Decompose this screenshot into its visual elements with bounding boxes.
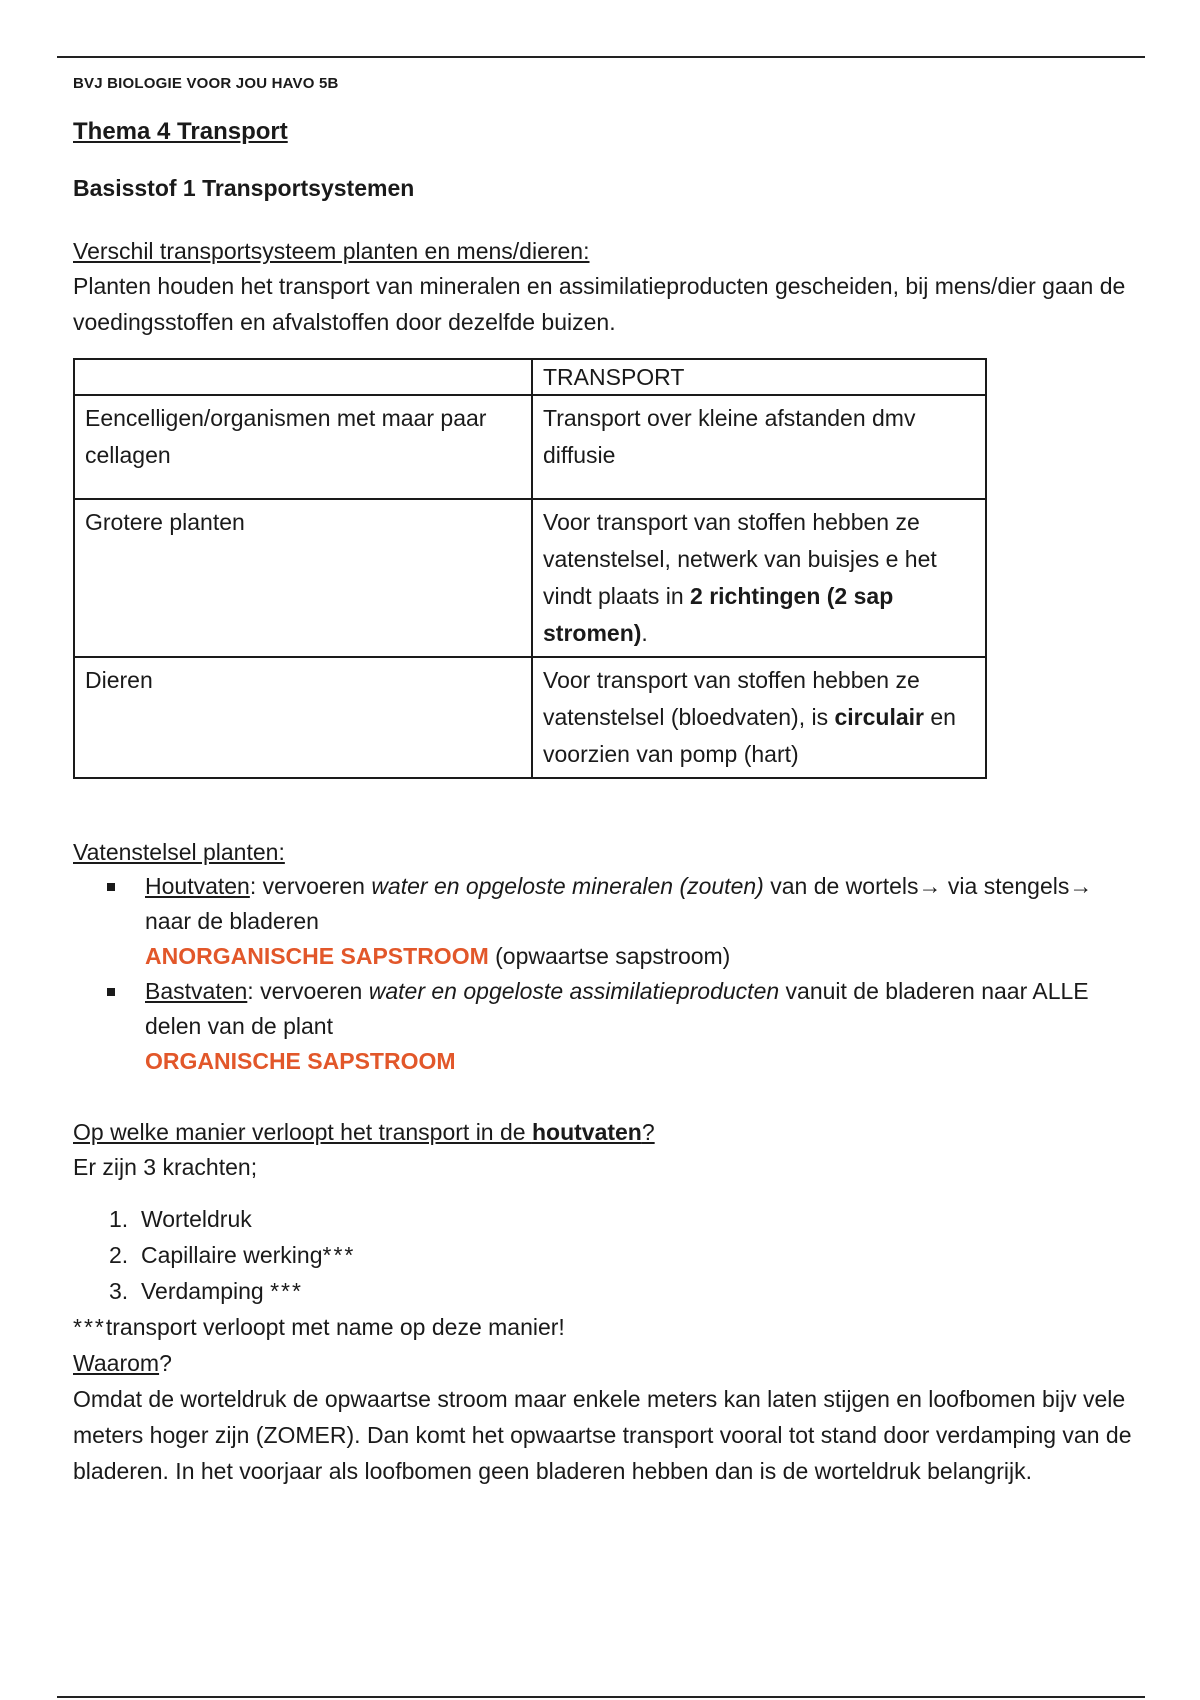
square-bullet-icon (107, 883, 115, 891)
forces-intro: Er zijn 3 krachten; (73, 1154, 258, 1180)
vessel-list (73, 869, 1133, 1079)
table-header-cell-transport: TRANSPORT (532, 359, 986, 395)
why-heading (73, 1345, 1133, 1381)
item-text: vanuit de bladeren naar ALLE delen van de plant (145, 978, 1089, 1039)
asterisk-mark: *** (270, 1278, 303, 1304)
item-text: (opwaartse sapstroom) (488, 943, 731, 969)
forces-note (73, 1309, 1133, 1345)
table-cell-transport: Transport over kleine afstanden dmv diffusie (532, 395, 986, 499)
document-header: BVJ BIOLOGIE VOOR JOU HAVO 5B (73, 75, 339, 92)
list-number: 3. (109, 1278, 129, 1304)
table-row (74, 499, 986, 657)
cell-text: en voorzien van pomp (hart) (543, 704, 956, 767)
top-rule (57, 56, 1145, 58)
section-heading-question (73, 1115, 1133, 1149)
section-heading-vessels: Vatenstelsel planten: (73, 839, 285, 865)
question-text: Op welke manier verloopt het transport in de (73, 1119, 532, 1145)
list-item (73, 1273, 1133, 1309)
document-page (73, 72, 1133, 1489)
table-cell-organism: Dieren (74, 657, 532, 778)
asterisk-mark: *** (322, 1242, 356, 1268)
cell-text: Voor transport van stoffen hebben ze vatenstelsel, netwerk van buisjes e het vindt plaats in (543, 509, 937, 609)
page-title: Thema 4 Transport (73, 118, 288, 145)
table-cell-transport (532, 499, 986, 657)
vessel-term: Houtvaten (145, 873, 250, 899)
item-text: van de wortels→ via stengels→ naar de bladeren (145, 873, 1093, 934)
item-text: : vervoeren (249, 873, 372, 899)
table-cell-organism: Grotere planten (74, 499, 532, 657)
table-row (74, 395, 986, 499)
section-forces (73, 1115, 1133, 1489)
force-text: Capillaire werking (140, 1242, 323, 1268)
question-text: ? (641, 1119, 655, 1145)
table-cell-organism: Eencelligen/organismen met maar paar cellagen (74, 395, 532, 499)
list-number: 2. (109, 1242, 129, 1268)
force-text: Worteldruk (140, 1206, 252, 1232)
forces-list (73, 1201, 1133, 1309)
cell-text: . (641, 620, 648, 646)
square-bullet-icon (107, 988, 115, 996)
sapstream-label: ORGANISCHE SAPSTROOM (145, 1048, 456, 1074)
why-mark: ? (159, 1350, 172, 1376)
list-number: 1. (109, 1206, 129, 1232)
table-row (74, 359, 986, 395)
list-item (145, 869, 1133, 974)
sapstream-label: ANORGANISCHE SAPSTROOM (145, 943, 489, 969)
item-italic-text: water en opgeloste mineralen (zouten) (371, 873, 764, 899)
why-text: Waarom (73, 1350, 160, 1376)
table-cell-transport (532, 657, 986, 778)
vessel-term: Bastvaten (145, 978, 248, 1004)
list-item (73, 1237, 1133, 1273)
cell-bold-text: 2 richtingen (2 sap stromen) (543, 583, 894, 646)
cell-text: Voor transport van stoffen hebben ze vatenstelsel (bloedvaten), is (543, 667, 920, 730)
cell-bold-text: circulair (834, 704, 924, 730)
asterisk-mark: *** (73, 1314, 106, 1340)
section-heading-difference: Verschil transportsysteem planten en mens/dieren: (73, 238, 590, 264)
force-text: Verdamping (140, 1278, 271, 1304)
list-item (145, 974, 1133, 1079)
section-vessels (73, 835, 1133, 1079)
explanation-paragraph: Omdat de worteldruk de opwaartse stroom maar enkele meters kan laten stijgen en loofbomen bijv vele meters hoger zijn (ZOMER). Dan komt het opwaartse transport vooral tot stand door verdamping van de bladeren. In het voorjaar als loofbomen geen bladeren hebben dan is de worteldruk belangrijk. (73, 1386, 1132, 1484)
list-item (73, 1201, 1133, 1237)
note-text: transport verloopt met name op deze manier! (105, 1314, 565, 1340)
question-bold-text: houtvaten (531, 1119, 642, 1145)
section-text-difference: Planten houden het transport van mineralen en assimilatieproducten gescheiden, bij mens/dier gaan de voedingsstoffen en afvalstoffen door dezelfde buizen. (73, 273, 1126, 335)
transport-table (73, 358, 987, 779)
item-italic-text: water en opgeloste assimilatieproducten (368, 978, 780, 1004)
table-row (74, 657, 986, 778)
table-header-cell-left (74, 359, 532, 395)
item-text: : vervoeren (247, 978, 369, 1004)
page-subtitle: Basisstof 1 Transportsystemen (73, 175, 415, 201)
bottom-rule (57, 1696, 1145, 1698)
